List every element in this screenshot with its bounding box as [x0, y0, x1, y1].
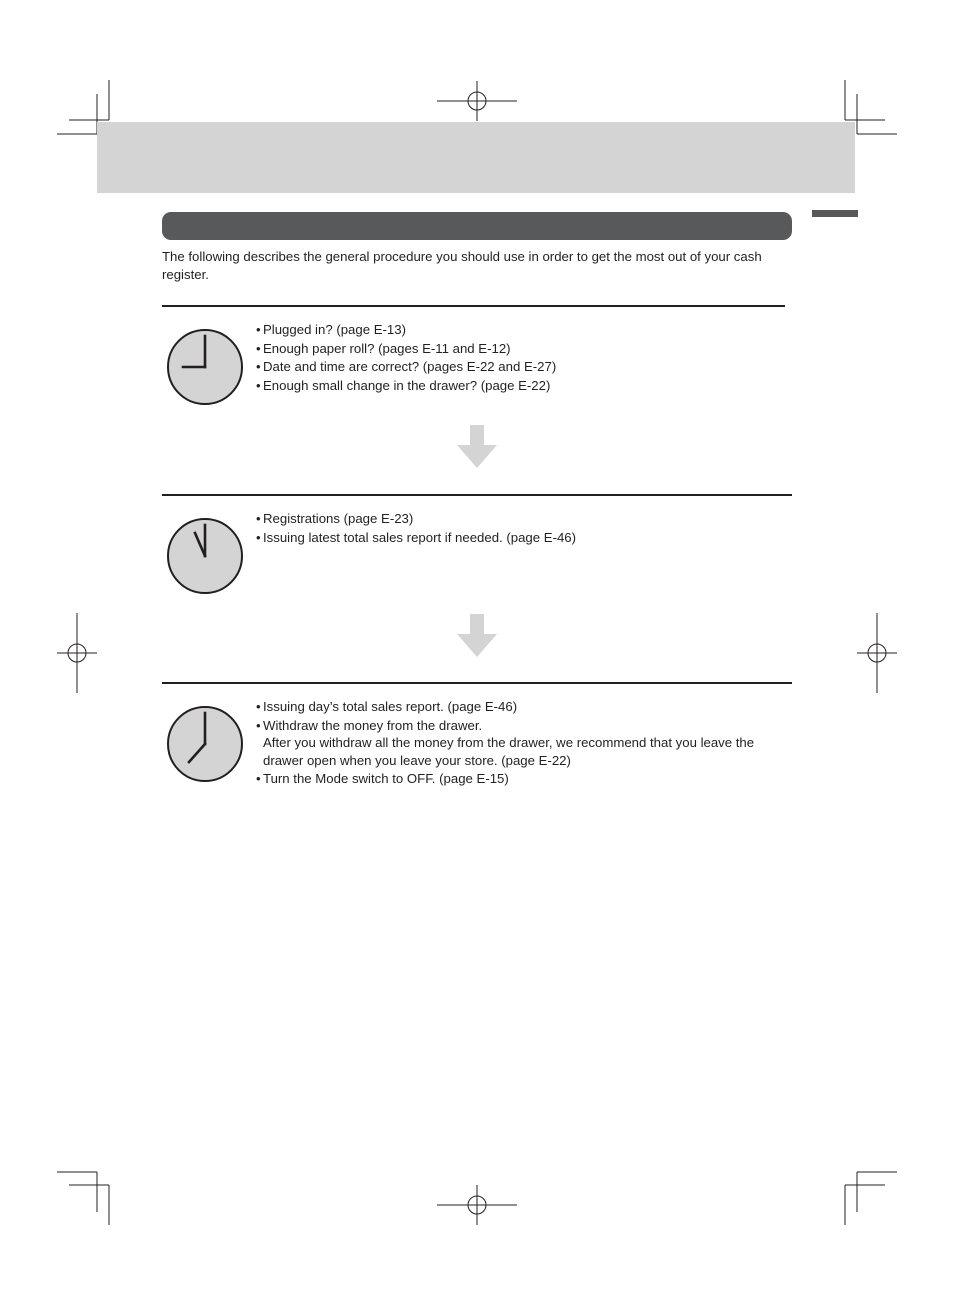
- list-item: • Enough paper roll? (pages E-11 and E-12): [256, 340, 511, 356]
- list-item: • Date and time are correct? (pages E-22 and E-27): [256, 359, 557, 374]
- section-divider: [162, 494, 792, 496]
- checklist-start-of-day: [256, 321, 786, 395]
- down-arrow-icon: [455, 425, 499, 469]
- section-divider: [162, 305, 785, 307]
- list-item: • Registrations (page E-23): [256, 511, 414, 526]
- list-item: • Enough small change in the drawer? (page E-22): [256, 377, 551, 393]
- section-divider: [162, 682, 792, 684]
- section-title-bar: [162, 212, 792, 240]
- header-band: [97, 122, 855, 193]
- clock-icon-11-oclock: [166, 517, 244, 595]
- list-item: • Issuing latest total sales report if needed. (page E-46): [256, 529, 577, 545]
- clock-icon-7-oclock: [166, 705, 244, 783]
- clock-icon-9-oclock: [166, 328, 244, 406]
- chapter-tab-marker: [812, 210, 858, 217]
- list-item: • Withdraw the money from the drawer. After you withdraw all the money from the drawer, we recommend that you leave the drawer open when you leave your store. (page E-22): [256, 717, 755, 768]
- list-item: • Issuing day’s total sales report. (page E-46): [256, 699, 518, 714]
- down-arrow-icon: [455, 614, 499, 658]
- list-item: • Turn the Mode switch to OFF. (page E-15): [256, 771, 509, 786]
- checklist-end-of-day: [256, 698, 786, 789]
- checklist-during-day: [256, 510, 786, 547]
- intro-paragraph: The following describes the general procedure you should use in order to get the most out of your cash register.: [162, 249, 762, 282]
- list-item: • Plugged in? (page E-13): [256, 322, 406, 337]
